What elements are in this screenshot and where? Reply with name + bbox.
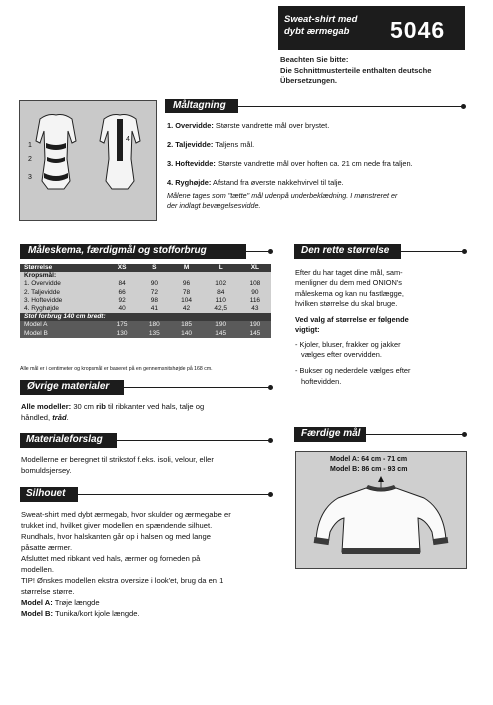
maaltagning-rule-dot [461, 104, 466, 109]
materialeforslag-header [20, 433, 117, 448]
cell: 84 [217, 288, 225, 296]
size-col-xs: XS [117, 264, 127, 271]
size-table [20, 264, 271, 338]
ovrige-rule [124, 387, 270, 388]
model-b-text: Tunika/kort kjole længde. [53, 609, 140, 618]
silhouet-line3: Rundhals, hvor halskanten går op i halsen og med lange [21, 532, 211, 541]
measure-item-1 [167, 121, 477, 140]
size-chart-header [20, 244, 246, 259]
cell: 41 [150, 305, 158, 313]
kropsmaal-label: Kropsmål: [24, 272, 57, 280]
cell: 185 [181, 321, 192, 329]
ovrige-line1 [21, 402, 271, 413]
bullet2-line2: hoftevidden. [301, 376, 342, 386]
den-rette-body [295, 268, 475, 387]
materialeforslag-rule-dot [268, 438, 273, 443]
cell: 90 [251, 288, 259, 296]
den-rette-rule [401, 251, 465, 252]
cell: 78 [182, 288, 191, 296]
measure-text-2: Taljens mål. [215, 140, 255, 149]
silhouet-body [21, 509, 277, 619]
faerdige-model-b: Model B: 86 cm - 93 cm [330, 466, 408, 473]
materialeforslag-body [21, 455, 273, 476]
ovrige-line2-a: håndled, [21, 412, 53, 422]
size-chart-rule [246, 251, 270, 252]
fig-number-4: 4 [126, 136, 130, 143]
ovrige-text-a: 30 cm [71, 402, 97, 411]
silhouet-line7: TIP! Ønskes modellen ekstra oversize i look'et, brug da en 1 [21, 576, 224, 585]
measure-item-4 [167, 178, 477, 191]
ovrige-body [21, 402, 271, 423]
german-note [280, 55, 432, 87]
row-label: 1. Overvidde [24, 280, 61, 288]
materialeforslag-line2: bomuldsjersey. [21, 465, 72, 475]
faerdige-rule-dot [462, 432, 467, 437]
ovrige-rule-dot [268, 385, 273, 390]
cell: 72 [150, 288, 158, 296]
ovrige-traad: tråd [52, 412, 67, 422]
cell: 40 [118, 305, 126, 313]
fig-number-2: 2 [28, 156, 32, 163]
row-label: Model B [24, 329, 48, 337]
cell: 84 [118, 280, 126, 288]
den-rette-para-line3: måleskema og kan nu fastlægge, [295, 288, 404, 298]
silhouet-line8: størrelse større. [21, 587, 75, 596]
pattern-title-line2: dybt ærmegab [284, 26, 350, 37]
ovrige-line2 [21, 413, 271, 424]
size-chart-title: Måleskema, færdigmål og stofforbrug [28, 245, 207, 256]
materialeforslag-rule [117, 440, 270, 441]
size-col-l: L [218, 264, 223, 271]
cell: 43 [251, 305, 259, 313]
materialeforslag-title: Materialeforslag [26, 434, 103, 445]
cell: 145 [215, 329, 227, 337]
size-col-label: Størrelse [24, 264, 53, 271]
measure-note-line1: Målene tages som "tætte" mål udenpå underbeklædning. I mønstreret er [167, 191, 398, 200]
fig-number-3: 3 [28, 174, 32, 181]
maaltagning-list [167, 121, 477, 211]
silhouet-line5: Afsluttet med ribkant ved hals, ærmer og forneden på [21, 554, 201, 563]
bullet2-line1: - Bukser og nederdele vælges efter [295, 366, 411, 376]
measure-text-1: Største vandrette mål over brystet. [215, 121, 330, 130]
model-a-label: Model A: [21, 598, 53, 607]
model-b-label: Model B: [21, 609, 54, 618]
maaltagning-title: Måltagning [173, 100, 226, 111]
stof-label: Stof forbrug 140 cm bredt: [24, 313, 106, 321]
den-rette-para-line1: Efter du har taget dine mål, sam- [295, 268, 403, 277]
cell: 130 [116, 329, 128, 337]
silhouet-header [20, 487, 78, 502]
cell: 104 [181, 296, 192, 304]
size-col-m: M [183, 264, 190, 271]
measure-item-3 [167, 159, 477, 178]
table-row [20, 330, 271, 338]
cell: 92 [118, 296, 126, 304]
row-label: 3. Hoftevidde [24, 296, 63, 304]
cell: 108 [249, 280, 261, 288]
german-note-line3: Übersetzungen. [280, 76, 337, 85]
faerdige-figure [295, 451, 467, 569]
bullet1-line2: vælges efter overvidden. [301, 350, 382, 360]
model-a-line [21, 597, 277, 608]
row-label: Model A [24, 321, 48, 329]
faerdige-model-a: Model A: 64 cm - 71 cm [330, 456, 408, 463]
den-rette-para-line2: menligner du dem med ONION's [295, 278, 402, 288]
size-chart-rule-dot [268, 249, 273, 254]
table-row [20, 321, 271, 329]
den-rette-rule-dot [462, 249, 467, 254]
measure-text-3: Største vandrette mål over hoften ca. 21 cm nede fra taljen. [217, 159, 413, 168]
ovrige-line2-b: . [66, 412, 69, 422]
cell: 190 [215, 321, 227, 329]
silhouet-title: Silhouet [26, 488, 66, 499]
faerdige-rule [366, 434, 465, 435]
table-row [20, 305, 271, 313]
den-rette-bold-line2: vigtigt: [295, 325, 320, 335]
sweatshirt-icon [296, 474, 466, 568]
table-row [20, 280, 271, 288]
cell: 135 [148, 329, 160, 337]
silhouet-line6: modellen. [21, 565, 54, 574]
cell: 116 [249, 296, 261, 304]
ovrige-text-b: til ribkanter ved hals, talje og [105, 402, 205, 411]
size-footnote: Alle mål er i centimeter og kropsmål er baseret på en gennemsnitshøjde på 168 cm. [20, 366, 213, 372]
table-row [20, 289, 271, 297]
den-rette-header [294, 244, 401, 259]
den-rette-para-line4: hvilken størrelse du skal bruge. [295, 298, 398, 308]
body-outline-icon [20, 101, 156, 220]
cell: 180 [148, 321, 160, 329]
maaltagning-rule [238, 106, 464, 107]
silhouet-line1: Sweat-shirt med dybt ærmegab, hvor skulder og ærmegabe er [21, 510, 231, 519]
size-col-xl: XL [250, 264, 260, 271]
ovrige-lead: Alle modeller: [21, 402, 72, 411]
maaltagning-header [165, 99, 238, 113]
silhouet-rule-dot [268, 492, 273, 497]
den-rette-bold-line1: Ved valg af størrelse er følgende [295, 315, 409, 325]
cell: 145 [249, 329, 261, 337]
german-note-line2: Die Schnittmusterteile enthalten deutsche [280, 65, 432, 75]
silhouet-line2: trukket ind, hvilket giver modellen en spændende silhuet. [21, 521, 213, 530]
model-b-line [21, 608, 277, 619]
materialeforslag-line1: Modellerne er beregnet til strikstof f.eks. isoli, velour, eller [21, 455, 214, 464]
size-table-header-row [20, 264, 271, 272]
header-bar [278, 6, 465, 50]
cell: 42 [182, 305, 191, 313]
size-col-s: S [152, 264, 157, 271]
cell: 190 [249, 321, 261, 329]
model-a-text: Trøje længde [52, 598, 100, 607]
faerdige-title: Færdige mål [301, 428, 361, 439]
pattern-number: 5046 [390, 17, 446, 43]
ovrige-header [20, 380, 124, 395]
measure-note [167, 191, 477, 211]
german-note-line1: Beachten Sie bitte: [280, 55, 349, 64]
kropsmaal-row [20, 272, 271, 280]
measurement-figure [19, 100, 157, 221]
cell: 42,5 [214, 305, 228, 313]
cell: 96 [182, 280, 191, 288]
row-label: 2. Taljevidde [24, 288, 61, 296]
bullet1-line1: - Kjoler, bluser, frakker og jakker [295, 339, 401, 349]
fig-number-1: 1 [28, 142, 32, 149]
measure-label-4: 4. Ryghøjde: [167, 178, 212, 187]
den-rette-title: Den rette størrelse [301, 245, 390, 256]
ovrige-title: Øvrige materialer [27, 381, 110, 392]
ovrige-rib: rib [96, 402, 106, 411]
row-label: 4. Ryghøjde [24, 305, 60, 313]
measure-text-4: Afstand fra øverste nakkehvirvel til talje. [213, 178, 344, 187]
cell: 102 [215, 280, 227, 288]
measure-item-2 [167, 140, 477, 159]
cell: 175 [116, 321, 128, 329]
silhouet-line4: påsatte ærmer. [21, 543, 73, 552]
cell: 110 [215, 296, 226, 304]
faerdige-header [294, 427, 366, 442]
measure-note-line2: der indlagt bevægelsesvidde. [167, 201, 261, 210]
pattern-title-line1: Sweat-shirt med [284, 14, 358, 25]
table-row [20, 297, 271, 305]
silhouet-rule [78, 494, 270, 495]
measure-label-1: 1. Overvidde: [167, 121, 214, 130]
cell: 98 [150, 296, 158, 304]
stof-row [20, 313, 271, 321]
cell: 90 [150, 280, 158, 288]
cell: 66 [118, 288, 126, 296]
cell: 140 [181, 329, 192, 337]
measure-label-2: 2. Taljevidde: [167, 140, 214, 149]
measure-label-3: 3. Hoftevidde: [167, 159, 216, 168]
